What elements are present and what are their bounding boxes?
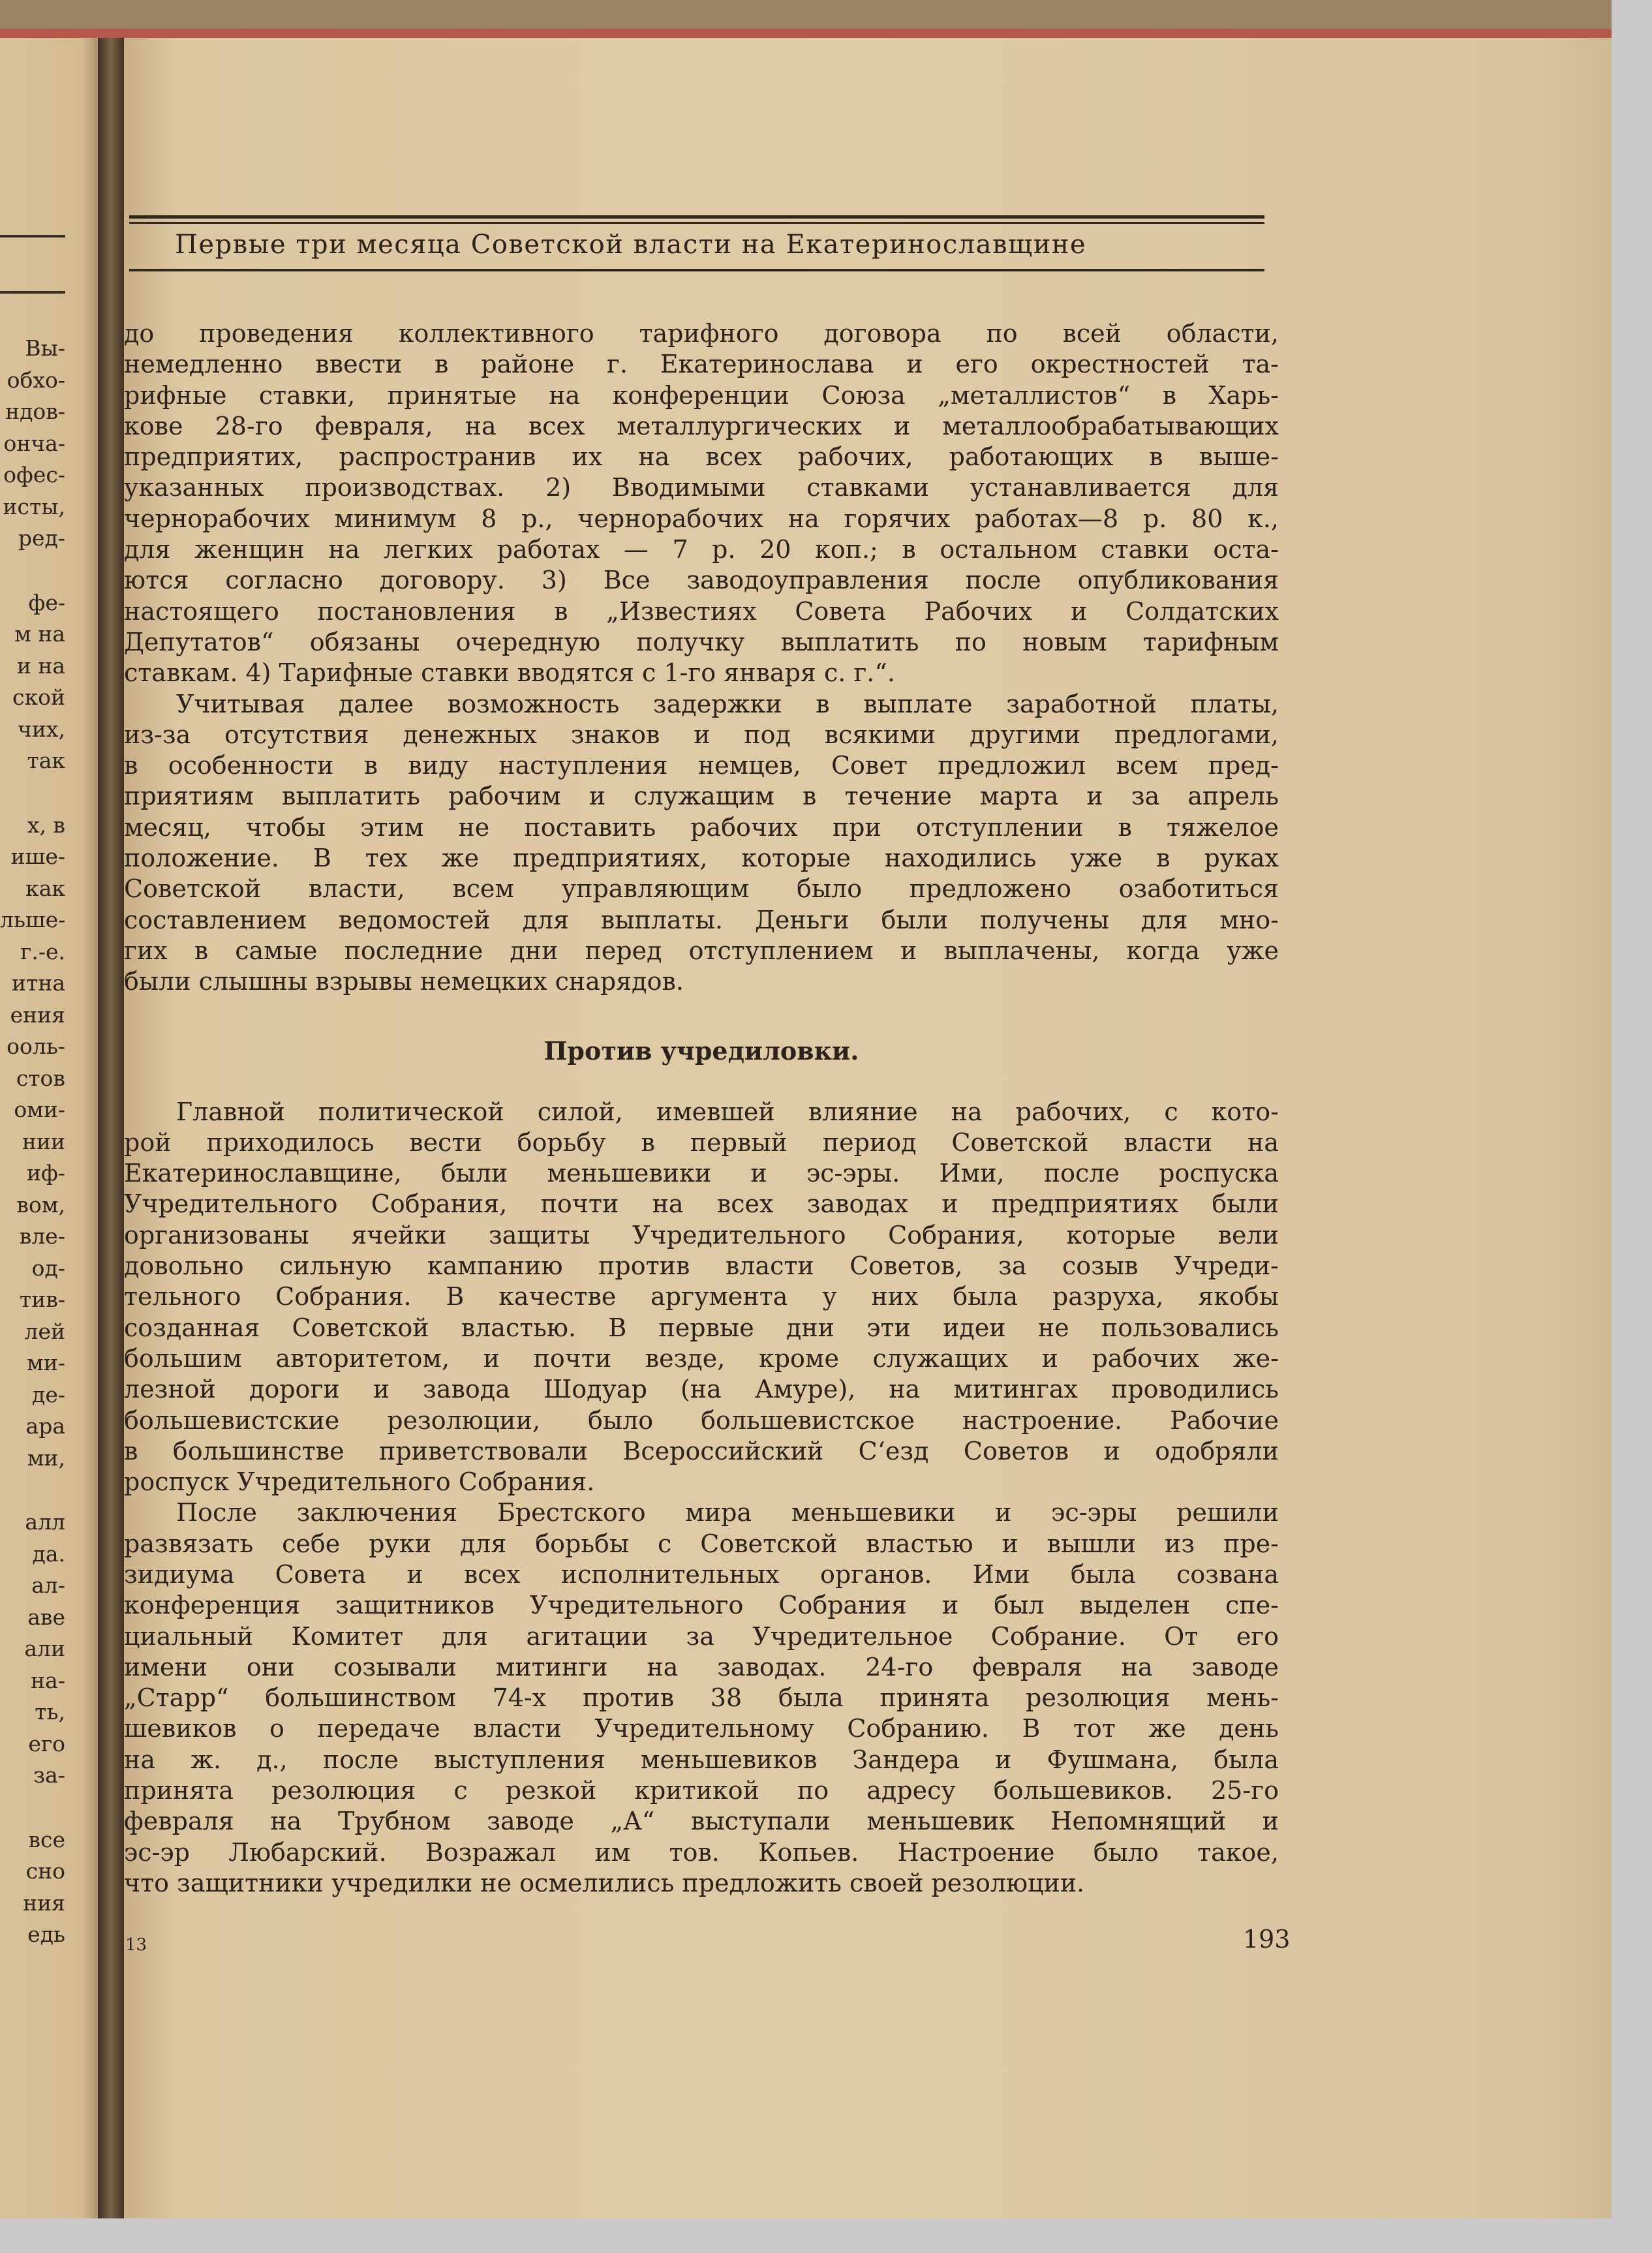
printer-signature: 13 [125,1935,147,1955]
text-line: организованы ячейки защиты Учредительного Собрания, которые вели [124,1220,1279,1249]
left-text-fragment [0,1474,65,1507]
left-text-fragment: едь [27,1922,65,1947]
text-line: составлением ведомостей для выплаты. Деньги были получены для мно- [124,905,1279,934]
left-text-fragment: ской [12,684,65,710]
text-line: февраля на Трубном заводе „А“ выступали меньшевик Непомнящий и [124,1807,1279,1836]
book-gutter [98,38,124,2218]
paragraph [124,689,1279,998]
text-line: что защитники учредилки не осмелились предложить своей резолюции. [124,1868,1085,1897]
left-text-fragment: ише- [10,844,65,869]
text-line: большим авторитетом, и почти везде, кроме служащих и рабочих же- [124,1343,1279,1373]
text-line: до проведения коллективного тарифного договора по всей области, [124,319,1279,348]
left-text-fragment: ения [10,1002,65,1028]
text-line: лезной дороги и завода Шодуар (на Амуре), на митингах проводились [124,1375,1279,1404]
left-text-fragment: ооль- [7,1034,65,1059]
text-line: гих в самые последние дни перед отступлением и выплачены, когда уже [124,936,1279,965]
text-line: для женщин на легких работах — 7 р. 20 коп.; в остальном ставки оста- [124,535,1279,564]
text-line: циальный Комитет для агитации за Учредительное Собрание. От его [124,1621,1279,1651]
header-rule-bottom [129,269,1264,271]
left-text-fragment: Вы- [25,335,65,361]
left-text-fragment: исты, [3,493,65,519]
text-line: тельного Собрания. В качестве аргумента у них была разруха, якобы [124,1282,1279,1311]
paragraph [124,1497,1279,1899]
left-text-fragment: ред- [18,525,65,551]
text-line: в особенности в виду наступления немцев, Совет предложил всем пред- [124,751,1279,780]
left-text-fragment: обхо- [7,367,65,393]
text-line: имени они созывали митинги на заводах. 24-го февраля на заводе [124,1652,1279,1681]
text-line: предприятих, распространив их на всех рабочих, работающих в выше- [124,442,1279,472]
left-text-fragment: стов [16,1065,65,1091]
left-text-fragment: так [27,748,65,773]
text-line: Учредительного Собрания, почти на всех заводах и предприятиях были [124,1189,1279,1219]
header-rule-top [129,215,1264,219]
left-text-fragment: ми, [27,1445,65,1471]
text-line: рифные ставки, принятые на конференции Союза „металлистов“ в Харь- [124,380,1279,410]
text-line: эс-эр Любарский. Возражал им тов. Копьев. Настроение было такое, [124,1837,1279,1867]
text-line: положение. В тех же предприятиях, которые находились уже в руках [124,844,1279,873]
left-text-fragment: али [24,1636,65,1661]
left-text-fragment: нии [22,1128,65,1154]
left-text-fragment: де- [32,1381,65,1407]
left-text-fragment: да. [32,1540,65,1567]
text-line: роспуск Учредительного Собрания. [124,1467,595,1497]
left-text-fragment: вле- [19,1223,65,1249]
left-text-fragment: сно [25,1858,65,1884]
text-line: указанных производствах. 2) Вводимыми ставками устанавливается для [124,473,1279,502]
text-line: чернорабочих минимум 8 р., чернорабочих на горячих работах—8 р. 80 к., [124,504,1279,533]
text-line: немедленно ввести в районе г. Екатеринослава и его окрестностей та- [124,350,1279,379]
left-text-fragment [0,555,65,587]
left-text-fragment: ми- [27,1350,65,1375]
text-line: были слышны взрывы немецких снарядов. [124,967,684,996]
text-line: шевиков о передаче власти Учредительному Собранию. В тот же день [124,1714,1279,1743]
left-text-fragment: лей [24,1318,65,1344]
text-line: кове 28-го февраля, на всех металлургических и металлообрабатывающих [124,411,1279,440]
left-text-fragment: чих, [18,716,65,742]
left-text-fragment: итна [12,970,65,996]
text-line: Депутатов“ обязаны очередную получку выплатить по новым тарифным [124,627,1279,656]
left-text-fragment: тив- [20,1287,65,1312]
text-line: Учитывая далее возможность задержки в выплате заработной платы, [176,689,1279,718]
text-line: Советской власти, всем управляющим было предложено озаботиться [124,874,1279,904]
text-line: ставкам. 4) Тарифные ставки вводятся с 1-го января с. г.“. [124,658,895,688]
left-text-fragment: фе- [28,589,65,615]
left-text-fragment: как [25,875,65,901]
page-number: 193 [1243,1925,1291,1954]
left-text-fragment [0,777,65,810]
left-page-rule [0,235,65,238]
left-text-fragment: алл [25,1509,65,1535]
left-text-fragment: ть, [35,1699,65,1724]
left-text-fragment: офес- [3,462,65,487]
text-line: настоящего постановления в „Известиях Совета Рабочих и Солдатских [124,596,1279,626]
text-line: зидиума Совета и всех исполнительных органов. Ими была созвана [124,1559,1279,1589]
text-line: ются согласно договору. 3) Все заводоуправления после опубликования [124,566,1279,595]
left-text-fragment: од- [31,1255,65,1281]
left-page-rule [0,291,65,294]
left-text-fragment: аве [27,1604,65,1630]
text-line: большевистские резолюции, было большевистское настроение. Рабочие [124,1405,1279,1435]
left-text-fragment: льше- [0,907,66,932]
left-text-fragment: онча- [3,430,65,456]
section-heading: Против учредиловки. [543,1035,859,1065]
text-line: После заключения Брестского мира меньшевики и эс-эры решили [176,1498,1279,1527]
left-text-fragment [0,1792,65,1824]
left-text-fragment: ндов- [5,399,65,424]
text-line: принята резолюция с резкой критикой по адресу большевиков. 25-го [124,1776,1279,1805]
left-text-fragment: и на [16,652,65,679]
header-rule-top-thin [129,222,1264,224]
left-page-text-fragments [0,333,65,1951]
running-title: Первые три месяца Советской власти на Екатеринославщине [175,230,1087,260]
paragraph [124,318,1279,689]
left-text-fragment: ал- [31,1572,65,1598]
left-text-fragment: все [28,1826,65,1852]
left-text-fragment: г.-е. [20,938,65,964]
left-text-fragment: на- [31,1667,65,1693]
left-text-fragment: ара [25,1413,65,1439]
left-text-fragment: вом, [16,1191,65,1218]
text-line: приятиям выплатить рабочим и служащим в течение марта и за апрель [124,782,1279,811]
text-line: развязать себе руки для борьбы с Советской властью и вышли из пре- [124,1529,1279,1558]
text-line: рой приходилось вести борьбу в первый период Советской власти на [124,1127,1279,1157]
text-line: в большинстве приветствовали Всероссийский С‘езд Советов и одобряли [124,1436,1279,1465]
text-line: месяц, чтобы этим не поставить рабочих при отступлении в тяжелое [124,812,1279,842]
text-line: конференция защитников Учредительного Собрания и был выделен спе- [124,1591,1279,1620]
text-line: созданная Советской властью. В первые дни эти идеи не пользовались [124,1313,1279,1342]
left-text-fragment: за- [33,1762,65,1788]
text-line: Главной политической силой, имевшей влияние на рабочих, с кото- [176,1097,1279,1126]
text-line: довольно сильную кампанию против власти Советов, за созыв Учреди- [124,1251,1279,1281]
left-text-fragment: иф- [27,1160,65,1186]
left-text-fragment: оми- [14,1097,65,1122]
text-line: „Старр“ большинством 74-х против 38 была принята резолюция мень- [124,1683,1279,1713]
paragraph [124,1097,1279,1498]
text-line: на ж. д., после выступления меньшевиков Зандера и Фушмана, была [124,1745,1279,1774]
text-line: Екатеринославщине, были меньшевики и эс-эры. Ими, после роспуска [124,1159,1279,1188]
left-text-fragment: ния [23,1890,65,1916]
left-text-fragment: его [28,1730,65,1756]
left-text-fragment: м на [14,621,65,647]
book-edge [0,29,1612,38]
page-body [124,318,1279,1899]
left-text-fragment: х, в [27,812,65,838]
text-line: из-за отсутствия денежных знаков и под всякими другими предлогами, [124,720,1279,749]
